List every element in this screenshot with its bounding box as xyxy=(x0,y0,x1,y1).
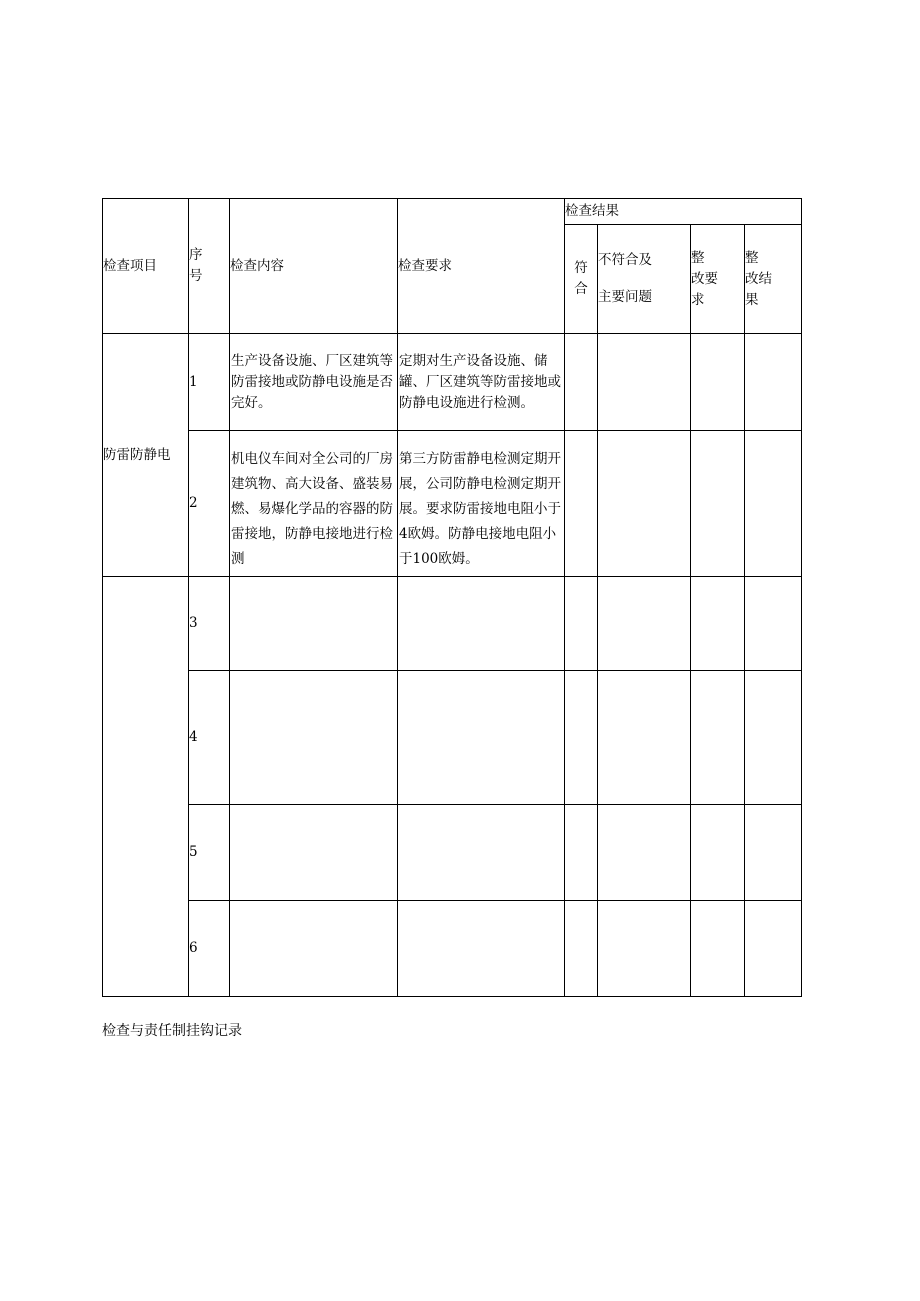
header-result-group: 检查结果 xyxy=(565,199,802,225)
seq-cell: 3 xyxy=(189,577,230,671)
footer-caption: 检查与责任制挂钩记录 xyxy=(102,1023,242,1039)
header-conform: 符 合 xyxy=(565,225,598,334)
conform-cell xyxy=(565,577,598,671)
content-cell xyxy=(230,577,398,671)
seq-cell: 4 xyxy=(189,671,230,805)
inspection-table xyxy=(102,198,802,997)
conform-cell xyxy=(565,805,598,901)
rectify-result-cell xyxy=(745,805,802,901)
table-row xyxy=(103,334,802,431)
rectify-result-cell xyxy=(745,334,802,431)
content-cell xyxy=(230,901,398,997)
rectify-requirement-cell xyxy=(691,577,745,671)
seq-cell: 5 xyxy=(189,805,230,901)
rectify-requirement-cell xyxy=(691,334,745,431)
conform-cell xyxy=(565,334,598,431)
requirement-cell: 第三方防雷静电检测定期开展，公司防静电检测定期开展。要求防雷接地电阻小于4欧姆。防静电接地电阻小于100欧姆。 xyxy=(398,431,565,577)
conform-cell xyxy=(565,901,598,997)
requirement-cell xyxy=(398,671,565,805)
nonconform-cell xyxy=(598,577,691,671)
seq-cell: 1 xyxy=(189,334,230,431)
rectify-requirement-cell xyxy=(691,431,745,577)
content-cell: 机电仪车间对全公司的厂房建筑物、高大设备、盛装易燃、易爆化学品的容器的防雷接地，防静电接地进行检测 xyxy=(230,431,398,577)
nonconform-cell xyxy=(598,805,691,901)
seq-cell: 2 xyxy=(189,431,230,577)
table-row xyxy=(103,805,802,901)
requirement-cell: 定期对生产设备设施、储罐、厂区建筑等防雷接地或防静电设施进行检测。 xyxy=(398,334,565,431)
header-content: 检查内容 xyxy=(230,199,398,334)
category-cell: 防雷防静电 xyxy=(103,334,189,577)
table-row xyxy=(103,671,802,805)
table-row xyxy=(103,901,802,997)
category-cell-empty xyxy=(103,577,189,997)
header-item: 检查项目 xyxy=(103,199,189,334)
header-requirement: 检查要求 xyxy=(398,199,565,334)
header-rectify-result: 整 改结 果 xyxy=(745,225,802,334)
rectify-result-cell xyxy=(745,671,802,805)
requirement-cell xyxy=(398,577,565,671)
nonconform-cell xyxy=(598,334,691,431)
nonconform-cell xyxy=(598,901,691,997)
rectify-result-cell xyxy=(745,431,802,577)
content-cell: 生产设备设施、厂区建筑等防雷接地或防静电设施是否完好。 xyxy=(230,334,398,431)
rectify-result-cell xyxy=(745,577,802,671)
requirement-cell xyxy=(398,805,565,901)
requirement-cell xyxy=(398,901,565,997)
conform-cell xyxy=(565,671,598,805)
content-cell xyxy=(230,805,398,901)
table-row xyxy=(103,431,802,577)
rectify-requirement-cell xyxy=(691,671,745,805)
nonconform-cell xyxy=(598,431,691,577)
seq-cell: 6 xyxy=(189,901,230,997)
rectify-requirement-cell xyxy=(691,805,745,901)
rectify-requirement-cell xyxy=(691,901,745,997)
content-cell xyxy=(230,671,398,805)
nonconform-cell xyxy=(598,671,691,805)
conform-cell xyxy=(565,431,598,577)
table-row xyxy=(103,577,802,671)
rectify-result-cell xyxy=(745,901,802,997)
header-nonconform: 不符合及 主要问题 xyxy=(598,225,691,334)
header-rectify-requirement: 整 改要 求 xyxy=(691,225,745,334)
header-seq: 序 号 xyxy=(189,199,230,334)
